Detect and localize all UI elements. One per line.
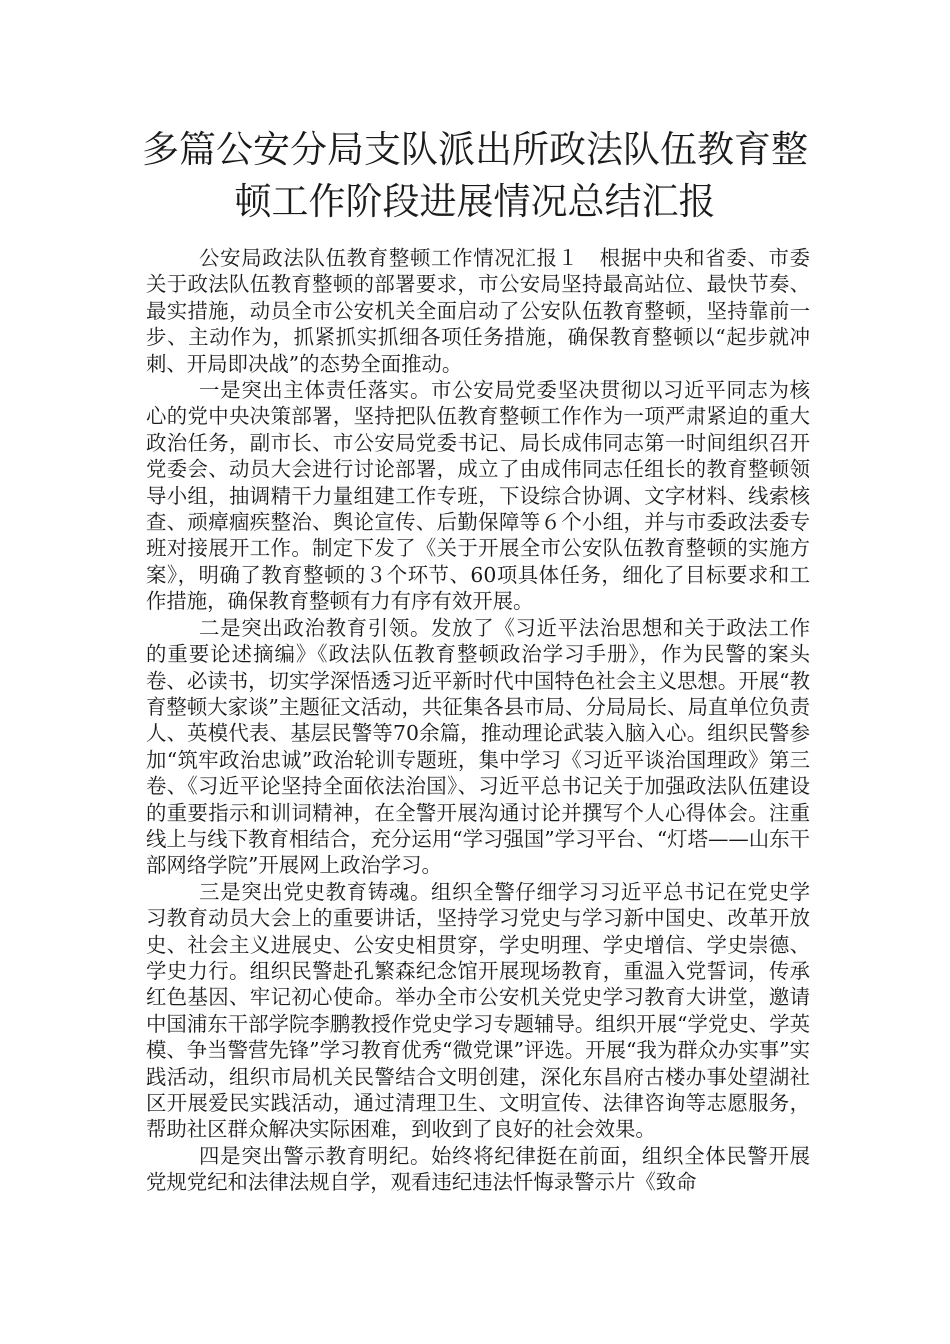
- body-paragraph: 公安局政法队伍教育整顿工作情况汇报１ 根据中央和省委、市委关于政法队伍教育整顿的部署要求，市公安局坚持最高站位、最快节奏、最实措施，动员全市公安机关全面启动了公安队伍教育整顿，坚持靠前一步、主动作为，抓紧抓实抓细各项任务措施，确保教育整顿以“起步就冲刺、开局即决战”的态势全面推动。: [146, 246, 810, 376]
- document-body: [146, 245, 810, 1196]
- body-paragraph: 二是突出政治教育引领。发放了《习近平法治思想和关于政法工作的重要论述摘编》《政法队伍教育整顿政治学习手册》，作为民警的案头卷、必读书，切实学深悟透习近平新时代中国特色社会主义思想。开展“教育整顿大家谈”主题征文活动，共征集各县市局、分局局长、局直单位负责人、英模代表、基层民警等70余篇，推动理论武装入脑入心。组织民警参加“筑牢政治忠诚”政治轮训专题班，集中学习《习近平谈治国理政》第三卷、《习近平论坚持全面依法治国》、习近平总书记关于加强政法队伍建设的重要指示和训词精神，在全警开展沟通讨论并撰写个人心得体会。注重线上与线下教育相结合，充分运用“学习强国”学习平台、“灯塔——山东干部网络学院”开展网上政治学习。: [146, 615, 810, 878]
- body-paragraph: 四是突出警示教育明纪。始终将纪律挺在前面，组织全体民警开展党规党纪和法律法规自学，观看违纪违法忏悔录警示片《致命: [146, 1143, 810, 1195]
- body-paragraph: 一是突出主体责任落实。市公安局党委坚决贯彻以习近平同志为核心的党中央决策部署，坚持把队伍教育整顿工作作为一项严肃紧迫的重大政治任务，副市长、市公安局党委书记、局长成伟同志第一时间组织召开党委会、动员大会进行讨论部署，成立了由成伟同志任组长的教育整顿领导小组，抽调精干力量组建工作专班，下设综合协调、文字材料、线索核查、顽瘴痼疾整治、舆论宣传、后勤保障等６个小组，并与市委政法委专班对接展开工作。制定下发了《关于开展全市公安队伍教育整顿的实施方案》，明确了教育整顿的３个环节、60项具体任务，细化了目标要求和工作措施，确保教育整顿有力有序有效开展。: [146, 378, 810, 614]
- body-paragraph: 三是突出党史教育铸魂。组织全警仔细学习习近平总书记在党史学习教育动员大会上的重要讲话，坚持学习党史与学习新中国史、改革开放史、社会主义进展史、公安史相贯穿，学史明理、学史增信、学史崇德、学史力行。组织民警赴孔繁森纪念馆开展现场教育，重温入党誓词，传承红色基因、牢记初心使命。举办全市公安机关党史学习教育大讲堂，邀请中国浦东干部学院李鹏教授作党史学习专题辅导。组织开展“学党史、学英模、争当警营先锋”学习教育优秀“微党课”评选。开展“我为群众办实事”实践活动，组织市局机关民警结合文明创建，深化东昌府古楼办事处望湖社区开展爱民实践活动，通过清理卫生、文明宣传、法律咨询等志愿服务，帮助社区群众解决实际困难，到收到了良好的社会效果。: [146, 879, 810, 1142]
- document-title: 多篇公安分局支队派出所政法队伍教育整顿工作阶段进展情况总结汇报: [142, 128, 808, 223]
